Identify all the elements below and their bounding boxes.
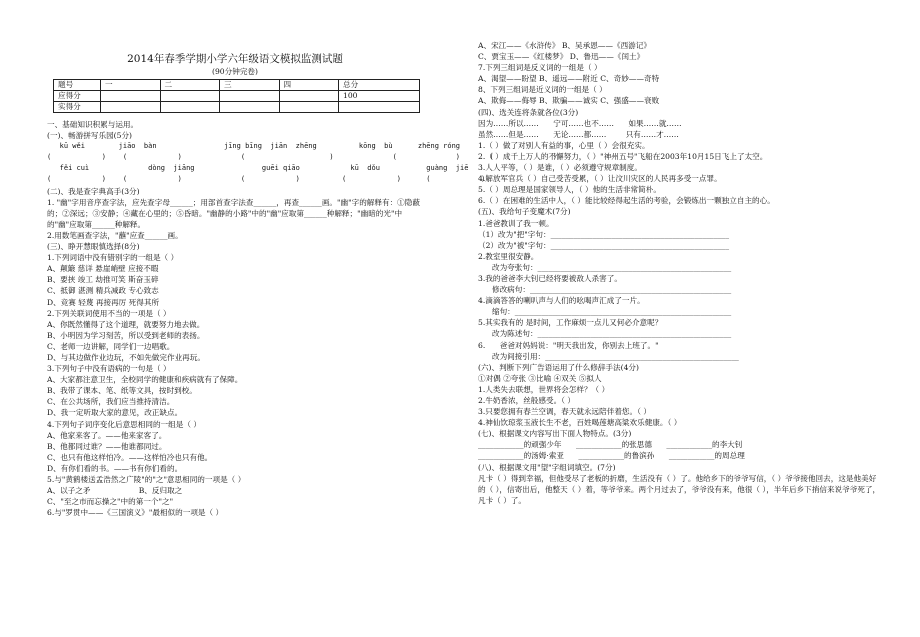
question-text: 1.爸爸教训了我一顿。 bbox=[478, 218, 554, 228]
question-text: 3.下列句子中没有语病的一句是（ ） bbox=[47, 364, 171, 374]
answer-line[interactable]: 修改病句：_____________________________________________________ bbox=[492, 285, 732, 295]
section-heading: 一、基础知识积累与运用。 bbox=[47, 120, 139, 129]
option-line: C、"至之市而忘操之"中的第一个"之" bbox=[47, 497, 174, 507]
question-text: 1. "幽"字用音序查字法，应先查字母______；用部首查字法查______，再查______画。"幽"字的解释有：①隐蔽的；②深远；③安静；④藏在心里的；⑤昏暗。"幽静的小路"中的"幽"应取第______种解释；"幽暗的光"中的"幽"应取第______种解释。 bbox=[47, 197, 420, 229]
question-text: 5.其实我有的 是时间，工作麻烦一点儿又何必介意呢？ bbox=[478, 318, 663, 328]
option-line: A、欺侮——侮辱 B、欺骗——诚实 C、强盛——衰败 bbox=[478, 96, 660, 106]
question-text: 5.（ ）周总理是国家领导人，（ ）他的生活非常简朴。 bbox=[478, 185, 661, 195]
answer-brackets[interactable]: ( ) ( ) ( ) ( ) ( ) bbox=[47, 153, 557, 162]
section-heading: (七)、根据课文内容写出下面人物特点。(3分) bbox=[478, 429, 632, 439]
exam-duration: (90分钟完卷) bbox=[212, 67, 258, 76]
question-text: 2.下列关联词使用不当的一项是（ ） bbox=[47, 308, 171, 318]
score-header-cell: 二 bbox=[160, 80, 220, 91]
section-heading: (八)、根据课文用"望"字组词填空。(7分) bbox=[478, 462, 616, 472]
question-text: 7.下列三组词是反义词的一组是（ ） bbox=[478, 63, 602, 73]
answer-line[interactable]: 改为陈述句：___________________________________________________ bbox=[492, 329, 732, 339]
question-text: 4.下列句子词序变化后意思相同的一组是（ ） bbox=[47, 419, 201, 429]
score-header-cell: 总分 bbox=[339, 80, 420, 91]
score-table-row bbox=[54, 91, 420, 102]
score-cell[interactable] bbox=[279, 91, 339, 102]
score-cell[interactable] bbox=[101, 102, 161, 113]
question-text: 4.解放军官兵（ ）自己受苦受累，（ ）让汶川灾区的人民再多受一点罪。 bbox=[478, 174, 722, 184]
score-table-header bbox=[54, 80, 420, 91]
question-text: 1.下列词语中没有错别字的一组是（ ） bbox=[47, 253, 179, 263]
section-heading: (四)、选关连将条就各位(3分) bbox=[478, 107, 579, 117]
option-line: B、他都同过谁？——他谁都同过。 bbox=[47, 441, 167, 451]
question-text: 2.教室里很安静。 bbox=[478, 251, 539, 261]
question-text: 1.（ ）做了对别人有益的事，心里（ ）会很充实。 bbox=[478, 140, 650, 150]
section-heading: (六)、判断下列广告语运用了什么修辞手法(4分) bbox=[478, 362, 639, 372]
option-line: D、我一定听取大家的意见，改正缺点。 bbox=[47, 408, 183, 418]
score-header-cell: 题号 bbox=[54, 80, 101, 91]
pinyin-row: kū wěi jiāo bàn jīng bīng jiān zhēng kōng bù zhēng róng bbox=[47, 142, 461, 151]
score-cell: 实得分 bbox=[54, 102, 101, 113]
question-text: 5.与"黄鹤楼送孟浩然之广陵"的"之"意思相同的一项是（ ） bbox=[47, 475, 246, 484]
score-cell[interactable] bbox=[160, 91, 220, 102]
option-line: A、大家都注意卫生，全校同学的健康和疾病就有了保障。 bbox=[47, 375, 243, 385]
answer-brackets[interactable]: ( ) ( ) ( ) ( ) ( ) bbox=[47, 175, 486, 184]
answer-line[interactable]: ____________的顽强少年 ____________的张思德 ____________的李大钊 bbox=[478, 440, 743, 450]
answer-line[interactable]: 改为夸张句：___________________________________________________ bbox=[492, 262, 732, 272]
score-cell[interactable] bbox=[220, 91, 280, 102]
question-text: 2.用数笔画查字法，"蘸"应查______画。 bbox=[47, 230, 183, 240]
answer-line[interactable]: （1）改为"把"字句：_______________________________________________ bbox=[478, 229, 730, 239]
question-text: 4.滴滴答答的喇叭声与人们的吆喝声汇成了一片。 bbox=[478, 296, 645, 306]
option-line: A、你既然懂得了这个道理，就要努力地去做。 bbox=[47, 319, 205, 329]
option-line: A、颠簸 慈详 悬崖峭壁 应接不暇 bbox=[47, 264, 159, 274]
question-text: 凡卡（ ）得到幸福，但他受尽了老板的折磨，生活没有（ ）了。他给乡下的爷爷写信，（ ）爷爷接他回去，这是他美好的（ ），信寄出后，他整天（ ）着，等爷爷来。两个月过去了，爷爷没有来，他很（ ），半年后乡下捎信来说爷爷死了，凡卡（ ）了。 bbox=[478, 473, 881, 505]
question-text: 8、下列三组词是近义词的一组是（ ） bbox=[478, 85, 607, 95]
score-cell[interactable] bbox=[339, 102, 420, 113]
section-heading: (二)、我是查字典高手(3分) bbox=[47, 186, 140, 196]
option-line: A、他家来客了。——他来家客了。 bbox=[47, 430, 167, 440]
question-text: 2.（ ）成千上万人的不懈努力，（ ）"神州五号"飞船在2003年10月15日飞上了太空。 bbox=[478, 151, 768, 161]
option-line: C、老师一边讲解，同学们一边唱歌。 bbox=[47, 341, 175, 351]
option-line: B、要挟 竣工 劫推可笑 斯奋玉碎 bbox=[47, 275, 159, 285]
option-line: 虽然……但是…… 无论……都…… 只有……才…… bbox=[478, 129, 679, 139]
question-text: 4.神仙饮琼浆玉液长生不老，百姓喝莲塘高粱欢乐健康。（ ） bbox=[478, 418, 682, 428]
option-line: A、以子之矛 B、反归取之 bbox=[47, 486, 183, 496]
score-cell[interactable] bbox=[279, 102, 339, 113]
option-line: D、竞赛 轻蔑 再接再厉 死得其所 bbox=[47, 297, 160, 307]
score-cell[interactable] bbox=[160, 102, 220, 113]
answer-line[interactable]: 改为间接引用：___________________________________________________ bbox=[492, 351, 739, 361]
question-text: 3.只要您拥有春兰空调，春天就永远陪伴着您。（ ） bbox=[478, 407, 651, 417]
question-text: 3.人人平等，（ ）是谁，（ ）必须遵守规章制度。 bbox=[478, 163, 642, 173]
answer-line[interactable]: （2）改为"被"字句：_______________________________________________ bbox=[478, 240, 730, 250]
option-line: B、小明因为学习刻苦，所以受到老师的表扬。 bbox=[47, 330, 205, 340]
section-heading: (一)、畅游拼写乐园(5分) bbox=[47, 131, 133, 141]
answer-line[interactable]: ____________的汤姆·索亚 ____________的鲁滨孙 ____________的周总理 bbox=[478, 451, 745, 461]
option-line: C、也只有他这样怕冷。——这样怕冷也只有他。 bbox=[47, 452, 213, 462]
question-text: 6.（ ）在困难的生活中人，（ ）能比较经得起生活的考验，会锻炼出一颗独立自主的心。 bbox=[478, 196, 775, 206]
score-table-row bbox=[54, 102, 420, 113]
score-cell: 应得分 bbox=[54, 91, 101, 102]
section-heading: (三)、睁开慧眼慎选择(8分) bbox=[47, 242, 140, 252]
question-text: 2.牛奶香浓，丝般感受。（ ） bbox=[478, 396, 575, 405]
question-text: 1.人类失去联想，世界将会怎样？（ ） bbox=[478, 384, 610, 394]
question-text: 6.与"罗贯中——《三国演义》"最相似的一项是（ ） bbox=[47, 508, 224, 518]
option-line: A、宋江——《水浒传》 B、吴承恩——《西游记》 bbox=[478, 41, 651, 50]
question-text: ①对偶 ②夸张 ③比喻 ④双关 ⑤拟人 bbox=[478, 373, 602, 383]
option-line: D、与其边做作业边玩，不如先做完作业再玩。 bbox=[47, 352, 205, 362]
option-line: D、有你们看的书。——书有你们看的。 bbox=[47, 463, 183, 473]
score-header-cell: 四 bbox=[279, 80, 339, 91]
score-cell[interactable] bbox=[220, 102, 280, 113]
score-header-cell: 三 bbox=[220, 80, 280, 91]
exam-title: 2014年春季学期小学六年级语文模拟监测试题 bbox=[127, 53, 343, 65]
score-cell[interactable] bbox=[101, 91, 161, 102]
pinyin-row: fěi cuì dòng jiāng guēi qiāo kū dǒu guàng jiē bbox=[47, 164, 469, 173]
option-line: A、渴望——盼望 B、遥远——附近 C、奇妙——奇特 bbox=[478, 74, 660, 84]
question-text: 6. 爸爸对妈妈说："明天我出发，你别去上班了。" bbox=[478, 340, 659, 350]
option-line: C、贾宝玉——《红楼梦》 D、鲁迅——《闰土》 bbox=[478, 52, 645, 62]
right-column bbox=[478, 40, 883, 506]
question-text: 3.我的爸爸李大钊已经将要被敌人杀害了。 bbox=[478, 273, 622, 283]
score-table bbox=[53, 79, 420, 113]
section-heading: (五)、我给句子变魔术(7分) bbox=[478, 207, 571, 217]
option-line: C、抵御 湛测 精兵减政 专心致志 bbox=[47, 286, 159, 296]
option-line: B、我带了课本、笔、纸等文具，按时到校。 bbox=[47, 386, 197, 396]
option-line: C、在公共场所，我们应当推持清洁。 bbox=[47, 397, 175, 407]
answer-line[interactable]: 缩句：_________________________________________________________ bbox=[492, 307, 732, 317]
score-cell: 100 bbox=[339, 91, 420, 102]
score-header-cell: 一 bbox=[101, 80, 161, 91]
option-line: 因为……所以…… 宁可……也不…… 如果……就…… bbox=[478, 118, 682, 128]
